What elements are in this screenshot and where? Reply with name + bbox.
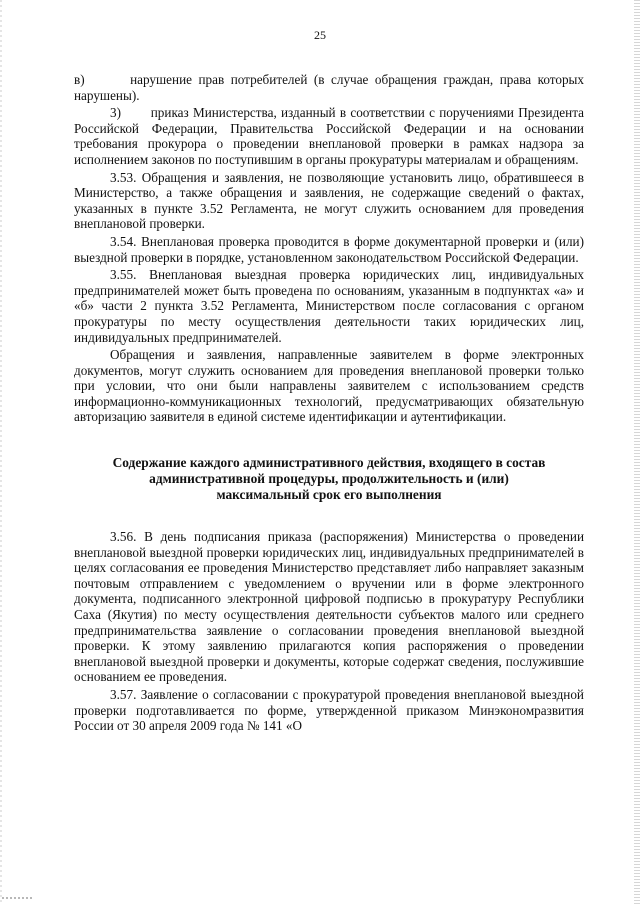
paragraph: 3.53. Обращения и заявления, не позволяющие установить лицо, обратившееся в Министерство, а также обращения и заявления, не содержащие сведений о фактах, указанных в пункте 3.52 Регламента, не могут служить основанием для проведения внеплановой проверки. xyxy=(74,169,584,232)
section-heading-line-3: максимальный срок его выполнения xyxy=(216,487,442,503)
paragraph: Обращения и заявления, направленные заявителем в форме электронных документов, могут служить основанием для проведения внеплановой проверки только при условии, что они были направлены заявителем с использованием средств информационно-коммуникационных технологий, предусматривающих обязательную авторизацию заявителя в единой системе идентификации и аутентификации. xyxy=(74,347,584,425)
scan-right-edge xyxy=(634,0,640,905)
paragraph: 3.56. В день подписания приказа (распоряжения) Министерства о проведении внеплановой выездной проверки юридических лиц, индивидуальных предпринимателей в целях согласования ее проведения Министерство представляет либо направляет заказным почтовым отправлением с уведомлением о вручении или в форме электронного документа, подписанного электронной цифровой подписью в прокуратуру Республики Саха (Якутия) по месту осуществления деятельности субъектов малого или среднего предпринимательства заявление о согласовании проведения внеплановой выездной проверки. К этому заявлению прилагаются копия распоряжения о проведении внеплановой выездной проверки и документы, которые содержат сведения, послужившие основанием ее проведения. xyxy=(74,529,584,685)
paragraphs-top xyxy=(74,72,584,425)
document-body xyxy=(74,72,584,736)
scan-bottom-mark xyxy=(2,897,32,899)
paragraph: 3.54. Внеплановая проверка проводится в форме документарной проверки и (или) выездной проверки в порядке, установленном законодательством Российской Федерации. xyxy=(74,233,584,265)
section-heading xyxy=(74,455,584,503)
section-heading-line-1: Содержание каждого административного действия, входящего в состав xyxy=(112,455,546,471)
section-heading-line-2: административной процедуры, продолжительность и (или) xyxy=(149,471,509,487)
paragraph: 3.57. Заявление о согласовании с прокуратурой проведения внеплановой выездной проверки подготавливается по форме, утвержденной приказом Минэкономразвития России от 30 апреля 2009 года № 141 «О xyxy=(74,687,584,734)
paragraph: 3) приказ Министерства, изданный в соответствии с поручениями Президента Российской Федерации, Правительства Российской Федерации и на основании требования прокурора о проведении внеплановой проверки в рамках надзора за исполнением законов по поступившим в органы прокуратуры материалам и обращениям. xyxy=(74,105,584,167)
scan-left-edge xyxy=(0,0,2,905)
page-number: 25 xyxy=(314,28,326,42)
paragraphs-bottom xyxy=(74,529,584,734)
paragraph: в) нарушение прав потребителей (в случае обращения граждан, права которых нарушены). xyxy=(74,72,584,103)
paragraph: 3.55. Внеплановая выездная проверка юридических лиц, индивидуальных предпринимателей может быть проведена по основаниям, указанным в подпунктах «а» и «б» части 2 пункта 3.52 Регламента, Министерством после согласования с органом прокуратуры по месту осуществления деятельности таких юридических лиц, индивидуальных предпринимателей. xyxy=(74,267,584,345)
